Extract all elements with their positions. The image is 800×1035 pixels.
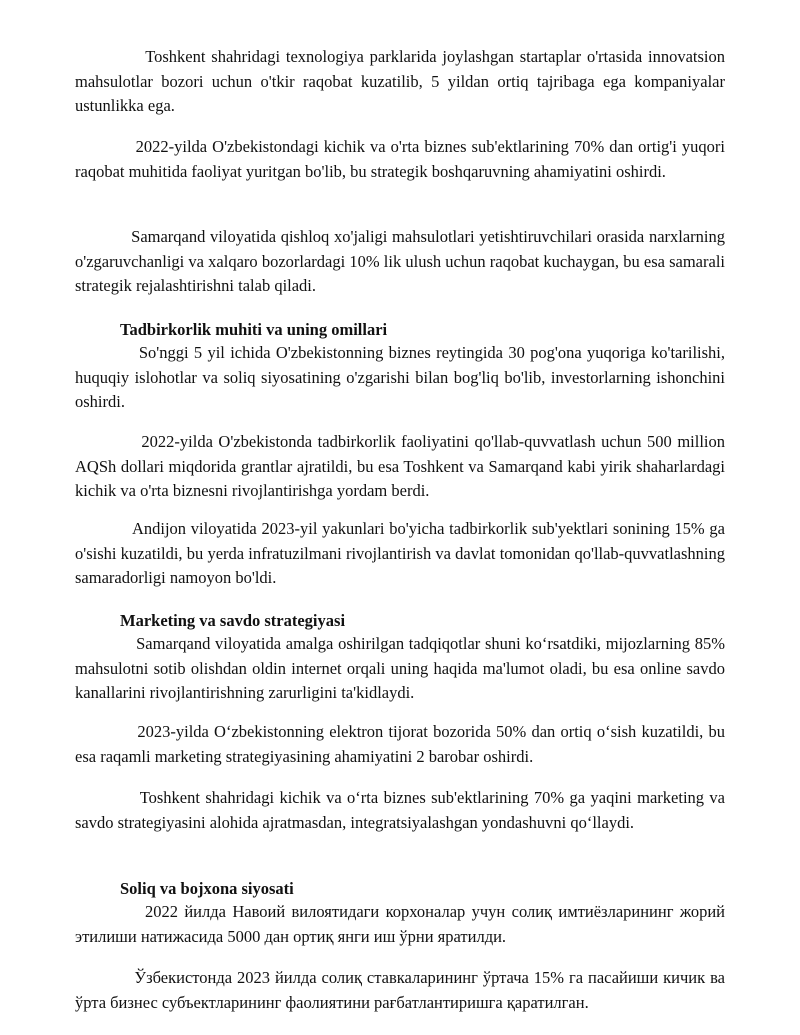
paragraph: Samarqand viloyatida qishloq xo'jaligi mahsulotlari yetishtiruvchilari orasida narxlarning o'zgaruvchanligi va xalqaro bozorlardagi 10% lik ulush uchun raqobat kuchaygan, bu esa samarali strategik rejalashtirishni talab qiladi. [75,227,725,295]
paragraph: 2022-yilda O'zbekistondagi kichik va o'rta biznes sub'ektlarining 70% dan ortig'i yuqori raqobat muhitida faoliyat yuritgan bo'lib, bu strategik boshqaruvning ahamiyatini oshirdi. [75,137,725,181]
paragraph: 2023-yilda O‘zbekistonning elektron tijorat bozorida 50% dan ortiq o‘sish kuzatildi, bu esa raqamli marketing strategiyasining ahamiyatini 2 barobar oshirdi. [75,722,725,766]
paragraph: Toshkent shahridagi kichik va o‘rta biznes sub'ektlarining 70% ga yaqini marketing va savdo strategiyasini alohida ajratmasdan, integratsiyalashgan yondashuvni qo‘llaydi. [75,788,725,832]
section-heading: Soliq va bojxona siyosati [120,879,294,898]
paragraph: Samarqand viloyatida amalga oshirilgan tadqiqotlar shuni ko‘rsatdiki, mijozlarning 85% mahsulotni sotib olishdan oldin internet orqali uning haqida ma'lumot oladi, bu esa online savdo kanallarini rivojlantirishning zarurligini ta'kidlaydi. [75,634,725,702]
section-heading: Marketing va savdo strategiyasi [120,611,346,630]
paragraph: 2022 йилда Навоий вилоятидаги корхоналар учун солиқ имтиёзларининг жорий этилиши натижасида 5000 дан ортиқ янги иш ўрни яратилди. [75,902,725,946]
paragraph: Toshkent shahridagi texnologiya parklarida joylashgan startaplar o'rtasida innovatsion mahsulotlar bozori uchun o'tkir raqobat kuzatilib, 5 yildan ortiq tajribaga ega kompaniyalar ustunlikka ega. [75,47,725,115]
section-heading: Tadbirkorlik muhiti va uning omillari [120,320,388,339]
paragraph: So'nggi 5 yil ichida O'zbekistonning biznes reytingida 30 pog'ona yuqoriga ko'tarilishi, huquqiy islohotlar va soliq siyosatining o'zgarishi bilan bog'liq bo'lib, investorlarning ishonchini oshirdi. [75,343,725,411]
paragraph: Andijon viloyatida 2023-yil yakunlari bo'yicha tadbirkorlik sub'yektlari sonining 15% ga o'sishi kuzatildi, bu yerda infratuzilmani rivojlantirish va davlat tomonidan qo'llab-quvvatlashning samaradorligi namoyon bo'ldi. [75,519,725,587]
paragraph: 2022-yilda O'zbekistonda tadbirkorlik faoliyatini qo'llab-quvvatlash uchun 500 million AQSh dollari miqdorida grantlar ajratildi, bu esa Toshkent va Samarqand kabi yirik shaharlardagi kichik va o'rta biznesni rivojlantirishga yordam berdi. [75,432,725,500]
paragraph: Ўзбекистонда 2023 йилда солиқ ставкаларининг ўртача 15% га пасайиши кичик ва ўрта бизнес субъектларининг фаолиятини рағбатлантиришга қаратилган. [75,968,725,1012]
